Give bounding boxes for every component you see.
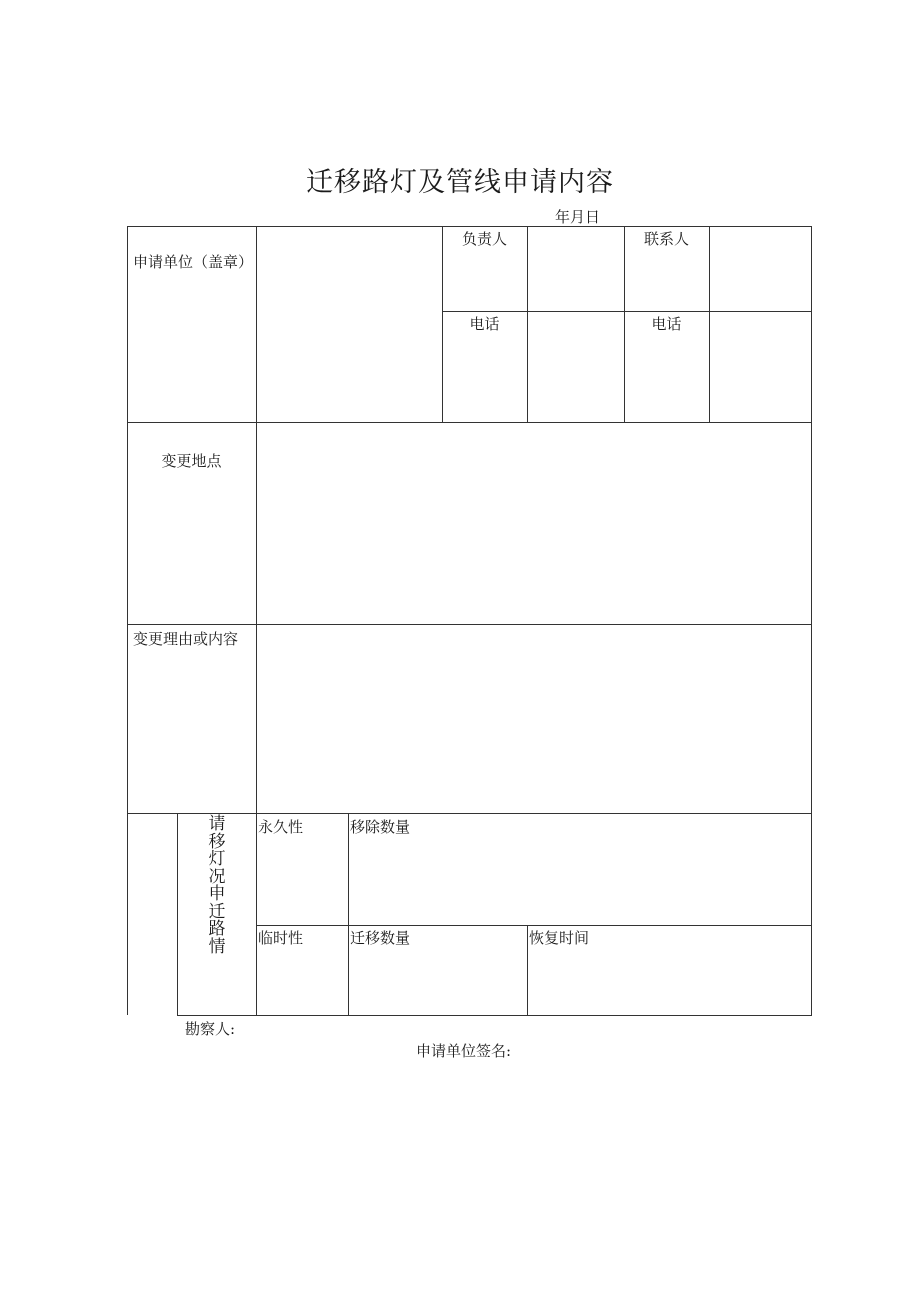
date-line: 年月日: [555, 208, 601, 226]
grid-line: [811, 226, 812, 1015]
grid-line: [527, 925, 528, 1015]
vertical-char: 申: [208, 884, 226, 904]
phone-field-1[interactable]: [528, 312, 623, 421]
responsible-person-label: 负责人: [461, 230, 507, 248]
phone-label-2: 电话: [651, 315, 682, 333]
migration-quantity-label: 迁移数量: [350, 929, 411, 947]
grid-line: [177, 1015, 812, 1016]
permanent-label: 永久性: [258, 818, 304, 836]
removal-quantity-label: 移除数量: [350, 818, 411, 836]
vertical-char: 况: [208, 866, 226, 887]
restore-time-label: 恢复时间: [529, 929, 590, 947]
contact-person-label: 联系人: [643, 230, 689, 248]
change-reason-field[interactable]: [257, 625, 810, 812]
temporary-label: 临时性: [258, 929, 304, 947]
applicant-unit-label: 申请单位（盖章）: [133, 253, 254, 271]
applicant-unit-field[interactable]: [257, 227, 441, 421]
grid-line: [348, 813, 349, 1015]
change-location-field[interactable]: [257, 423, 810, 623]
change-reason-label: 变更理由或内容: [133, 630, 239, 648]
vertical-char: 移: [208, 831, 226, 852]
grid-line: [256, 925, 812, 926]
phone-label-1: 电话: [469, 315, 500, 333]
page-title: 迁移路灯及管线申请内容: [306, 167, 614, 198]
phone-field-2[interactable]: [710, 312, 810, 421]
vertical-char: 情: [208, 936, 226, 957]
responsible-person-field[interactable]: [528, 227, 623, 310]
surveyor-label: 勘察人:: [185, 1020, 236, 1038]
vertical-char: 迁: [208, 901, 226, 922]
vertical-char: 灯: [208, 849, 226, 869]
change-location-label: 变更地点: [161, 452, 222, 470]
contact-person-field[interactable]: [710, 227, 810, 310]
grid-line: [127, 813, 812, 814]
applicant-signature-label: 申请单位签名:: [416, 1042, 512, 1060]
vertical-char: 路: [208, 919, 226, 939]
migration-section-label: [178, 816, 256, 956]
vertical-char: 请: [208, 814, 226, 834]
grid-line: [127, 226, 128, 1015]
